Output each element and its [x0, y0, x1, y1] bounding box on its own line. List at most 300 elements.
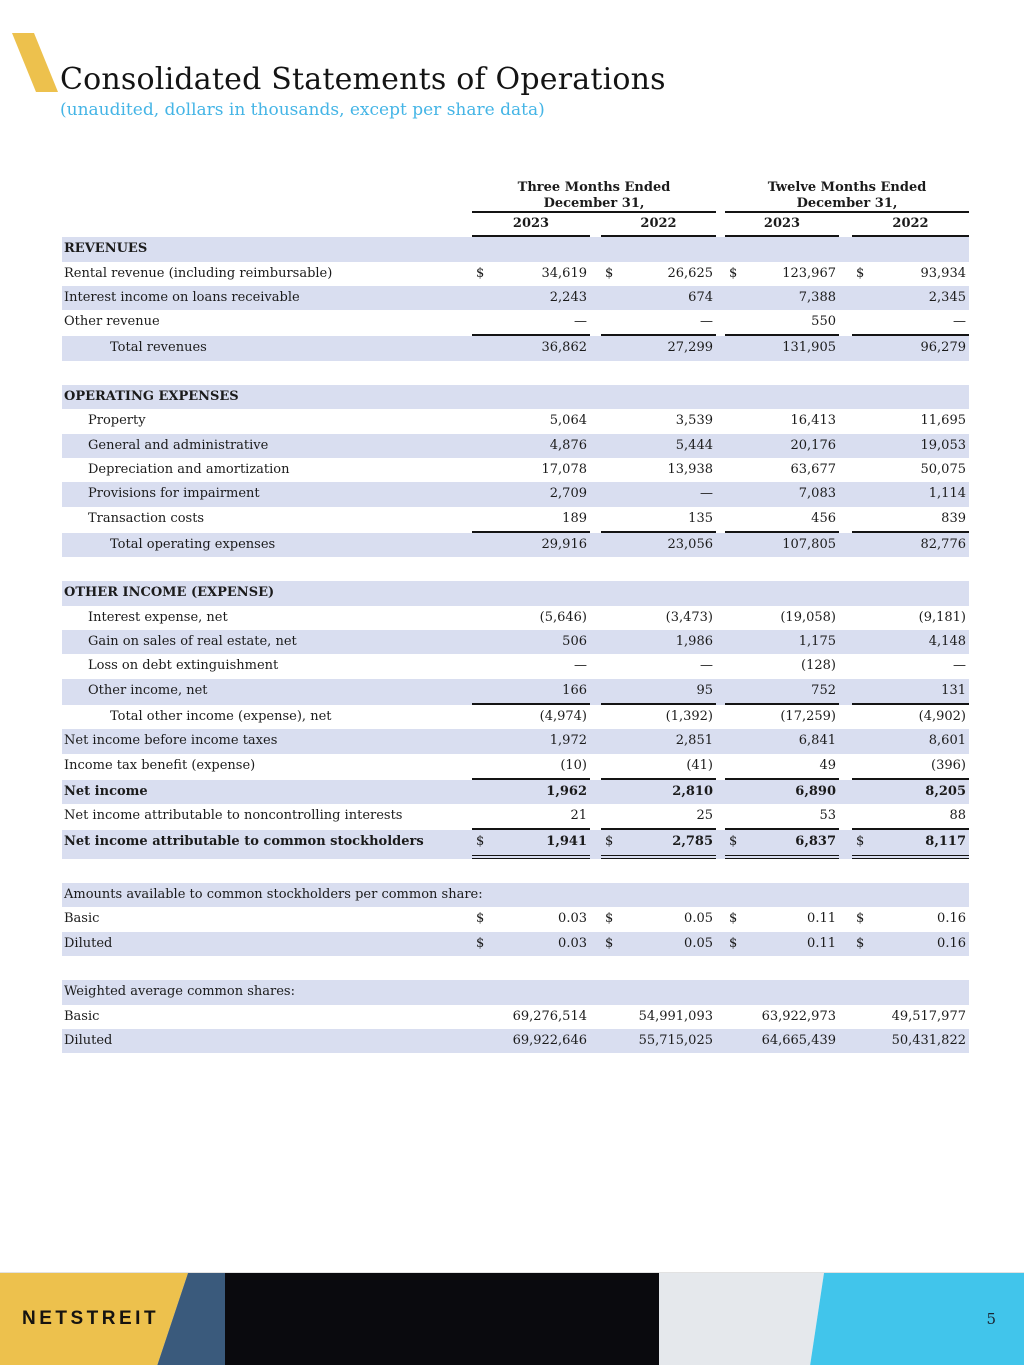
spacer-row [62, 361, 969, 385]
value-text: — [700, 486, 713, 502]
table-row [62, 630, 969, 654]
value-text: 8,117 [925, 834, 966, 850]
column-gap [590, 286, 601, 310]
value-text: (4,974) [539, 708, 587, 724]
table-row [62, 932, 969, 956]
row-label: Total operating expenses [110, 536, 276, 552]
value-cell [601, 804, 716, 830]
value-cell [852, 458, 969, 482]
value-cell [472, 434, 590, 458]
value-cell [472, 705, 590, 729]
column-gap [716, 482, 725, 506]
value-cell [725, 907, 839, 931]
value-cell [725, 679, 839, 705]
column-gap [839, 679, 852, 705]
value-cell [725, 830, 839, 858]
value-cell [725, 932, 839, 956]
dollar-sign: $ [856, 911, 865, 927]
table-row [62, 654, 969, 678]
year-header: 2022 [852, 213, 969, 237]
table-row [62, 385, 969, 409]
value-text: 456 [811, 510, 836, 526]
value-cell [852, 507, 969, 533]
value-cell [725, 606, 839, 630]
row-label: Basic [64, 1008, 100, 1024]
value-cell [725, 754, 839, 780]
column-gap [716, 533, 725, 557]
column-gap [590, 262, 601, 286]
value-text: 3,539 [675, 413, 713, 429]
value-cell [472, 482, 590, 506]
dollar-sign: $ [856, 265, 865, 281]
value-text: 1,986 [675, 634, 713, 650]
column-gap [839, 434, 852, 458]
value-text: (17,259) [780, 708, 836, 724]
value-text: 1,962 [546, 783, 587, 799]
value-text: (128) [801, 658, 836, 674]
column-gap [590, 1029, 601, 1053]
column-gap [590, 907, 601, 931]
column-gap [590, 780, 601, 804]
value-cell [852, 754, 969, 780]
value-text: 50,431,822 [891, 1032, 966, 1048]
column-gap [716, 654, 725, 678]
value-cell [852, 434, 969, 458]
value-cell [601, 409, 716, 433]
table-row [62, 729, 969, 753]
value-text: — [700, 314, 713, 330]
value-cell [852, 336, 969, 360]
value-text: 54,991,093 [638, 1008, 713, 1024]
value-cell [852, 606, 969, 630]
value-text: 0.05 [684, 911, 713, 927]
value-cell [601, 482, 716, 506]
value-text: 21 [570, 808, 587, 824]
value-cell [601, 932, 716, 956]
value-cell [601, 679, 716, 705]
value-text: (41) [686, 757, 713, 773]
value-text: 7,083 [798, 486, 836, 502]
value-text: (396) [931, 757, 966, 773]
table-row [62, 907, 969, 931]
value-text: 55,715,025 [638, 1032, 713, 1048]
value-cell [472, 932, 590, 956]
column-gap [839, 654, 852, 678]
value-text: 63,677 [790, 461, 836, 477]
value-cell [601, 1005, 716, 1029]
value-text: 95 [696, 682, 713, 698]
row-label: Amounts available to common stockholders per common share: [64, 887, 483, 903]
value-text: — [574, 658, 587, 674]
value-text: 20,176 [790, 437, 836, 453]
column-gap [839, 630, 852, 654]
value-text: 506 [562, 634, 587, 650]
value-cell [601, 830, 716, 858]
value-cell [852, 932, 969, 956]
group-label-line2: December 31, [543, 195, 645, 211]
value-text: (9,181) [918, 609, 966, 625]
table-body [62, 237, 969, 1053]
year-header: 2022 [601, 213, 716, 237]
value-cell [601, 533, 716, 557]
column-gap [716, 804, 725, 830]
value-cell [601, 1029, 716, 1053]
table-row [62, 830, 969, 858]
dollar-sign: $ [856, 834, 865, 850]
value-cell [725, 262, 839, 286]
dollar-sign: $ [605, 265, 614, 281]
value-text: — [574, 314, 587, 330]
value-text: 25 [696, 808, 713, 824]
value-cell [725, 654, 839, 678]
value-text: 107,805 [782, 536, 836, 552]
value-cell [601, 780, 716, 804]
value-cell [725, 409, 839, 433]
table-row [62, 1029, 969, 1053]
footer-gray-shape [659, 1273, 824, 1365]
table-row [62, 310, 969, 336]
value-cell [852, 679, 969, 705]
value-text: 2,709 [549, 486, 587, 502]
column-gap [839, 1005, 852, 1029]
column-gap [716, 310, 725, 336]
value-text: 5,444 [675, 437, 713, 453]
value-text: 23,056 [667, 536, 713, 552]
column-gap [716, 1029, 725, 1053]
value-text: 0.11 [807, 911, 836, 927]
table-row [62, 1005, 969, 1029]
column-gap [716, 754, 725, 780]
table-header-groups [62, 179, 969, 213]
value-cell [472, 336, 590, 360]
row-label: Gain on sales of real estate, net [88, 634, 297, 650]
dollar-sign: $ [729, 834, 738, 850]
value-text: 839 [941, 510, 966, 526]
row-label: Net income before income taxes [64, 733, 278, 749]
column-gap [590, 533, 601, 557]
year-header: 2023 [472, 213, 590, 237]
value-text: 7,388 [798, 289, 836, 305]
column-gap [839, 804, 852, 830]
spacer-row [62, 859, 969, 883]
column-gap [590, 606, 601, 630]
value-cell [725, 804, 839, 830]
column-gap [839, 310, 852, 336]
value-text: — [953, 658, 966, 674]
column-gap [716, 932, 725, 956]
value-cell [852, 262, 969, 286]
spacer-row [62, 956, 969, 980]
value-cell [601, 458, 716, 482]
column-gap [839, 1029, 852, 1053]
column-gap [590, 458, 601, 482]
value-cell [725, 705, 839, 729]
row-label: Net income attributable to noncontrolling interests [64, 808, 403, 824]
value-cell [725, 1005, 839, 1029]
column-gap [716, 679, 725, 705]
value-text: 50,075 [920, 461, 966, 477]
value-text: 0.16 [937, 935, 966, 951]
column-gap [590, 310, 601, 336]
value-cell [472, 780, 590, 804]
value-text: — [953, 314, 966, 330]
value-cell [852, 830, 969, 858]
value-text: (4,902) [918, 708, 966, 724]
value-text: 13,938 [667, 461, 713, 477]
value-cell [852, 907, 969, 931]
value-text: 34,619 [541, 265, 587, 281]
value-cell [601, 286, 716, 310]
value-text: 1,972 [549, 733, 587, 749]
value-cell [472, 507, 590, 533]
value-cell [601, 606, 716, 630]
column-gap [839, 907, 852, 931]
table-header-years [62, 213, 969, 237]
value-text: 2,345 [928, 289, 966, 305]
value-cell [601, 729, 716, 753]
row-label: Rental revenue (including reimbursable) [64, 265, 333, 281]
column-gap [716, 409, 725, 433]
column-gap [716, 1005, 725, 1029]
value-cell [601, 310, 716, 336]
value-text: 69,922,646 [512, 1032, 587, 1048]
value-cell [852, 409, 969, 433]
value-cell [472, 804, 590, 830]
value-cell [852, 533, 969, 557]
value-text: (10) [560, 757, 587, 773]
value-cell [725, 729, 839, 753]
value-cell [601, 654, 716, 678]
value-text: 4,148 [928, 634, 966, 650]
value-text: 82,776 [920, 536, 966, 552]
column-gap [716, 434, 725, 458]
row-label: Income tax benefit (expense) [64, 757, 256, 773]
value-text: 0.05 [684, 935, 713, 951]
group-label-line1: Three Months Ended [517, 180, 671, 195]
column-gap [590, 804, 601, 830]
column-group-three-months [472, 179, 716, 213]
table-row [62, 286, 969, 310]
table-row [62, 780, 969, 804]
value-text: 49 [819, 757, 836, 773]
row-label: Property [88, 413, 146, 429]
table-row [62, 883, 969, 907]
value-cell [725, 533, 839, 557]
row-label: Total revenues [110, 340, 207, 356]
table-row [62, 482, 969, 506]
table-row [62, 804, 969, 830]
column-gap [839, 286, 852, 310]
value-cell [852, 482, 969, 506]
value-text: (1,392) [665, 708, 713, 724]
dollar-sign: $ [476, 911, 485, 927]
value-text: 123,967 [782, 265, 836, 281]
value-cell [472, 907, 590, 931]
value-cell [472, 606, 590, 630]
table-row [62, 336, 969, 360]
column-gap [839, 533, 852, 557]
value-text: 0.11 [807, 935, 836, 951]
column-gap [590, 654, 601, 678]
value-cell [472, 533, 590, 557]
dollar-sign: $ [476, 834, 485, 850]
value-text: 2,851 [675, 733, 713, 749]
row-label: Interest income on loans receivable [64, 289, 300, 305]
value-text: 189 [562, 510, 587, 526]
column-gap [716, 606, 725, 630]
row-label: Interest expense, net [88, 609, 228, 625]
value-cell [472, 286, 590, 310]
value-text: 1,114 [928, 486, 966, 502]
column-gap [590, 705, 601, 729]
value-text: 131 [941, 682, 966, 698]
group-label-line2: December 31, [796, 195, 898, 211]
value-cell [852, 729, 969, 753]
column-gap [839, 458, 852, 482]
value-text: 26,625 [667, 265, 713, 281]
value-cell [852, 780, 969, 804]
table-row [62, 262, 969, 286]
value-text: 6,837 [795, 834, 836, 850]
value-text: 0.03 [558, 935, 587, 951]
value-text: 17,078 [541, 461, 587, 477]
value-text: 36,862 [541, 340, 587, 356]
column-gap [716, 262, 725, 286]
value-cell [472, 754, 590, 780]
value-cell [601, 507, 716, 533]
group-label-line1: Twelve Months Ended [767, 180, 927, 195]
column-gap [590, 754, 601, 780]
value-cell [725, 434, 839, 458]
value-cell [852, 286, 969, 310]
column-gap [590, 932, 601, 956]
value-cell [601, 907, 716, 931]
value-text: 88 [949, 808, 966, 824]
table-row [62, 754, 969, 780]
table-row [62, 679, 969, 705]
value-cell [472, 729, 590, 753]
column-gap [839, 606, 852, 630]
row-label: Diluted [64, 1032, 113, 1048]
page-number: 5 [986, 1310, 996, 1328]
column-gap [716, 630, 725, 654]
value-text: 64,665,439 [761, 1032, 836, 1048]
row-label: OTHER INCOME (EXPENSE) [64, 585, 275, 601]
value-cell [852, 705, 969, 729]
column-gap [716, 907, 725, 931]
table-row [62, 409, 969, 433]
column-gap [716, 286, 725, 310]
value-text: 5,064 [549, 413, 587, 429]
table-row [62, 507, 969, 533]
value-cell [601, 434, 716, 458]
value-text: 8,205 [925, 783, 966, 799]
dollar-sign: $ [605, 911, 614, 927]
column-gap [590, 630, 601, 654]
header-label-spacer [62, 179, 472, 213]
table-row [62, 980, 969, 1004]
value-text: 2,810 [672, 783, 713, 799]
value-text: 166 [562, 682, 587, 698]
column-gap [839, 830, 852, 858]
value-cell [601, 336, 716, 360]
value-cell [725, 630, 839, 654]
value-cell [472, 1029, 590, 1053]
value-cell [725, 780, 839, 804]
row-label: Total other income (expense), net [110, 708, 332, 724]
value-text: 53 [819, 808, 836, 824]
value-cell [601, 630, 716, 654]
column-gap [590, 830, 601, 858]
column-gap [839, 482, 852, 506]
dollar-sign: $ [856, 935, 865, 951]
value-cell [472, 262, 590, 286]
document-header [0, 0, 1024, 122]
table-row [62, 434, 969, 458]
dollar-sign: $ [729, 265, 738, 281]
table-row [62, 606, 969, 630]
year-header: 2023 [725, 213, 839, 237]
value-text: 131,905 [782, 340, 836, 356]
column-gap [839, 507, 852, 533]
value-text: 96,279 [920, 340, 966, 356]
table-row [62, 581, 969, 605]
value-cell [852, 1029, 969, 1053]
value-cell [725, 310, 839, 336]
value-text: 6,841 [798, 733, 836, 749]
column-gap [839, 932, 852, 956]
value-cell [601, 262, 716, 286]
column-gap [716, 830, 725, 858]
table-row [62, 533, 969, 557]
column-gap [590, 434, 601, 458]
value-text: 135 [688, 510, 713, 526]
column-gap [839, 780, 852, 804]
value-cell [725, 1029, 839, 1053]
value-cell [472, 630, 590, 654]
value-cell [852, 804, 969, 830]
dollar-sign: $ [729, 911, 738, 927]
value-text: 69,276,514 [512, 1008, 587, 1024]
table-row [62, 237, 969, 261]
statements-table [62, 179, 969, 1053]
column-gap [590, 729, 601, 753]
dollar-sign: $ [476, 935, 485, 951]
value-cell [472, 458, 590, 482]
column-gap [716, 705, 725, 729]
yellow-ribbon-decoration [0, 0, 70, 100]
value-text: 550 [811, 314, 836, 330]
netstreit-logo: NETSTREIT [22, 1308, 160, 1329]
value-cell [472, 1005, 590, 1029]
column-gap [716, 729, 725, 753]
spacer-row [62, 557, 969, 581]
row-label: Net income [64, 783, 148, 799]
value-text: (19,058) [780, 609, 836, 625]
row-label: Other income, net [88, 682, 208, 698]
value-cell [472, 654, 590, 678]
row-label: Transaction costs [88, 510, 205, 526]
value-text: 29,916 [541, 536, 587, 552]
value-text: 16,413 [790, 413, 836, 429]
column-gap [590, 507, 601, 533]
row-label: Other revenue [64, 314, 160, 330]
row-label: Diluted [64, 935, 113, 951]
header-label-spacer [62, 213, 472, 237]
value-text: (5,646) [539, 609, 587, 625]
column-gap [590, 336, 601, 360]
row-label: Net income attributable to common stockholders [64, 834, 424, 850]
